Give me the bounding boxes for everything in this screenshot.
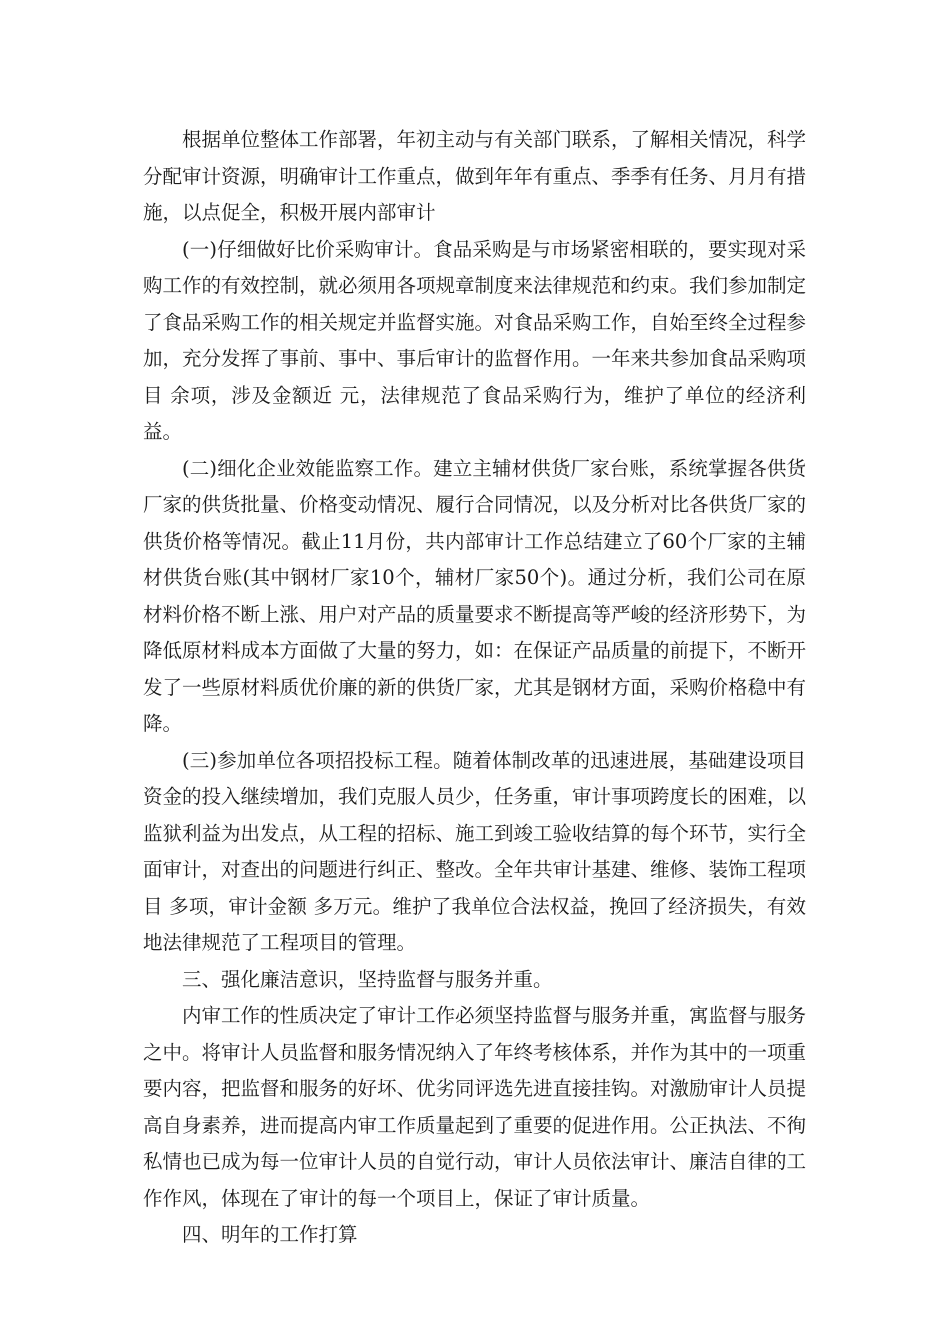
heading-section-three: 三、强化廉洁意识，坚持监督与服务并重。 xyxy=(182,967,553,991)
paragraph-intro: 根据单位整体工作部署，年初主动与有关部门联系，了解相关情况，科学分配审计资源，明确审计工作重点，做到年年有重点、季季有任务、月月有措施，以点促全，积极开展内部审计 xyxy=(143,128,807,224)
paragraph-section-3-tender-projects: (三)参加单位各项招投标工程。随着体制改革的迅速进展，基础建设项目资金的投入继续增加，我们克服人员少，任务重，审计事项跨度长的困难，以监狱利益为出发点，从工程的招标、施工到竣工验收结算的每个环节，实行全面审计，对查出的问题进行纠正、整改。全年共审计基建、维修、装饰工程项目 多项，审计金额 多万元。维护了我单位合法权益，挽回了经济损失，有效地法律规范了工程项目的管理。 xyxy=(143,748,807,954)
heading-section-four: 四、明年的工作打算 xyxy=(182,1223,358,1246)
paragraph-section-2-efficiency-supervision: (二)细化企业效能监察工作。建立主辅材供货厂家台账，系统掌握各供货厂家的供货批量、价格变动情况、履行合同情况，以及分析对比各供货厂家的供货价格等情况。截止11月份，共内部审计工作总结建立了60个厂家的主辅材供货台账(其中钢材厂家10个，辅材厂家50个)。通过分析，我们公司在原材料价格不断上涨、用户对产品的质量要求不断提高等严峻的经济形势下，为降低原材料成本方面做了大量的努力，如：在保证产品质量的前提下，不断开发了一些原材料质优价廉的新的供货厂家，尤其是钢材方面，采购价格稳中有降。 xyxy=(143,456,807,735)
paragraph-section-1-procurement-audit: (一)仔细做好比价采购审计。食品采购是与市场紧密相联的，要实现对采购工作的有效控制，就必须用各项规章制度来法律规范和约束。我们参加制定了食品采购工作的相关规定并监督实施。对食品采购工作，自始至终全过程参加，充分发挥了事前、事中、事后审计的监督作用。一年来共参加食品采购项目 余项，涉及金额近 元，法律规范了食品采购行为，维护了单位的经济利益。 xyxy=(143,237,807,443)
paragraph-supervision-and-service: 内审工作的性质决定了审计工作必须坚持监督与服务并重，寓监督与服务之中。将审计人员监督和服务情况纳入了年终考核体系，并作为其中的一项重要内容，把监督和服务的好坏、优劣同评选先进直接挂钩。对激励审计人员提高自身素养，进而提高内审工作质量起到了重要的促进作用。公正执法、不徇私情也已成为每一位审计人员的自觉行动，审计人员依法审计、廉洁自律的工作作风，体现在了审计的每一个项目上，保证了审计质量。 xyxy=(143,1004,807,1210)
document-body xyxy=(143,122,806,1254)
